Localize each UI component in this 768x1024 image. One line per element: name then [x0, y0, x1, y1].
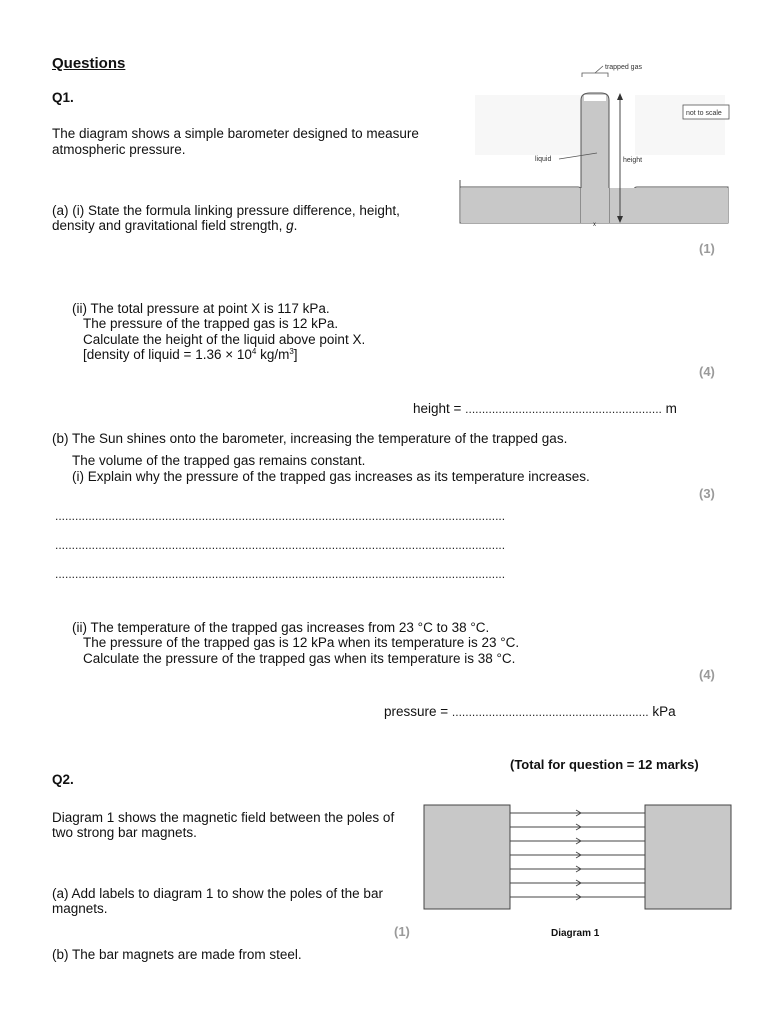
q1-b-ii-line-3: Calculate the pressure of the trapped gas when its temperature is 38 °C.	[83, 651, 516, 666]
diagram-background-mark	[635, 95, 725, 155]
label-liquid: liquid	[535, 156, 552, 163]
pressure-answer-line[interactable]: ...........................................................	[451, 705, 649, 719]
height-answer[interactable]	[413, 401, 677, 418]
magnets-diagram	[422, 803, 732, 913]
q1-density-line	[83, 347, 298, 363]
q1-label: Q1.	[52, 90, 74, 105]
q1-total: (Total for question = 12 marks)	[510, 757, 699, 772]
answer-line-2[interactable]: .......................................................................................................................................	[55, 538, 506, 552]
q1-a-ii-line-2: The pressure of the trapped gas is 12 kPa.	[83, 316, 339, 331]
q2-label: Q2.	[52, 772, 74, 787]
q1-a-i-text: density and gravitational field strength,	[52, 218, 287, 233]
height-answer-line[interactable]: ...........................................................	[465, 402, 662, 416]
pressure-answer[interactable]	[384, 704, 676, 721]
q2-a-line-1: (a) Add labels to diagram 1 to show the poles of the bar	[52, 886, 383, 901]
marks-b-i: (3)	[699, 486, 715, 501]
q1-a-i-end: .	[293, 218, 298, 233]
density-unit: kg/m	[256, 347, 290, 362]
label-point-x: x	[593, 222, 596, 228]
q1-a-i-g: g	[286, 218, 294, 233]
diagram-1-caption: Diagram 1	[551, 928, 600, 939]
page-heading: Questions	[52, 55, 126, 72]
barometer-diagram	[455, 55, 730, 230]
q1-intro-line-1: The diagram shows a simple barometer designed to measure	[52, 126, 419, 141]
marks-q2-a: (1)	[394, 924, 410, 939]
marks-a-i: (1)	[699, 241, 715, 256]
marks-a-ii: (4)	[699, 364, 715, 379]
answer-line-1[interactable]: .......................................................................................................................................	[55, 509, 506, 523]
diagram-background-mark	[475, 95, 585, 155]
label-not-to-scale: not to scale	[686, 110, 722, 117]
trapped-gas-space	[584, 95, 606, 101]
density-text: [density of liquid = 1.36 × 10	[83, 347, 252, 362]
q1-b-ii-line-1: (ii) The temperature of the trapped gas increases from 23 °C to 38 °C.	[72, 620, 490, 635]
q2-a-line-2: magnets.	[52, 901, 108, 916]
answer-line-3[interactable]: .......................................................................................................................................	[55, 567, 506, 581]
pressure-unit: kPa	[652, 704, 676, 719]
magnet-left	[424, 805, 510, 909]
q1-a-i-line-1: (a) (i) State the formula linking pressure difference, height,	[52, 203, 400, 218]
marks-b-ii: (4)	[699, 667, 715, 682]
label-height: height	[623, 157, 643, 164]
magnet-right	[645, 805, 731, 909]
q1-b-line-2: (i) Explain why the pressure of the trapped gas increases as its temperature increases.	[72, 469, 590, 484]
density-end: ]	[293, 347, 298, 362]
label-trapped-gas: trapped gas	[605, 64, 642, 71]
pressure-label: pressure =	[384, 704, 452, 719]
q1-intro-line-2: atmospheric pressure.	[52, 142, 186, 157]
height-label: height =	[413, 401, 466, 416]
q2-intro-line-2: two strong bar magnets.	[52, 825, 197, 840]
q2-b: (b) The bar magnets are made from steel.	[52, 947, 302, 962]
q1-a-ii-line-3: Calculate the height of the liquid above point X.	[83, 332, 366, 347]
trapped-gas-bracket	[582, 73, 608, 77]
q1-a-ii-line-1: (ii) The total pressure at point X is 117 kPa.	[72, 301, 330, 316]
q1-b-line-1: The volume of the trapped gas remains constant.	[72, 453, 366, 468]
height-unit: m	[665, 401, 677, 416]
q1-b-intro: (b) The Sun shines onto the barometer, increasing the temperature of the trapped gas.	[52, 431, 568, 446]
density-exponent: 4	[251, 347, 257, 356]
q2-intro-line-1: Diagram 1 shows the magnetic field between the poles of	[52, 810, 395, 825]
q1-a-i-line-2	[52, 218, 297, 234]
field-lines	[510, 813, 645, 897]
density-unit-exponent: 3	[289, 347, 294, 356]
q1-b-ii-line-2: The pressure of the trapped gas is 12 kPa when its temperature is 23 °C.	[83, 635, 520, 650]
